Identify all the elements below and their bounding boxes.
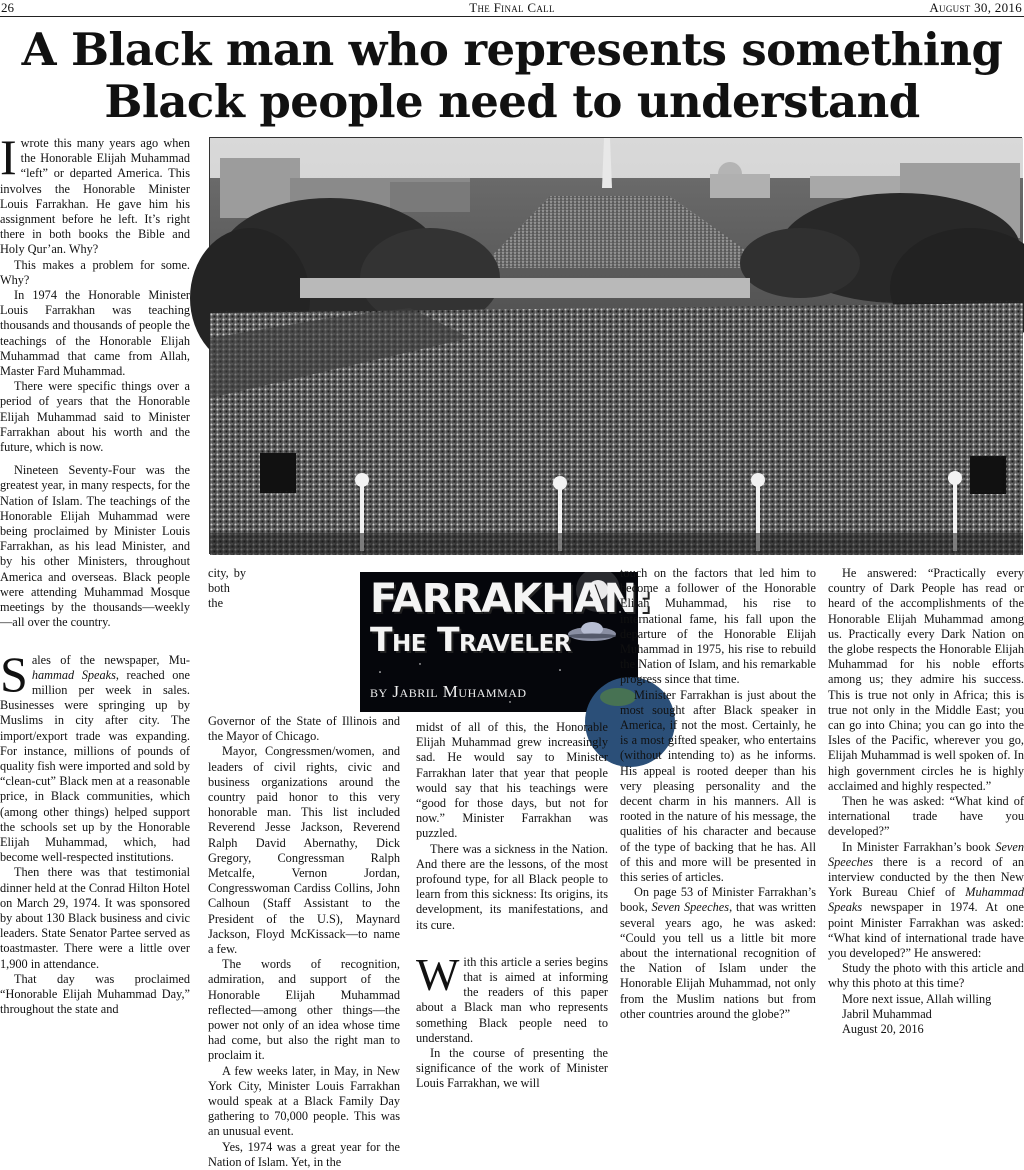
paragraph: In the course of presenting the significance of the work of Minister Louis Farrakhan, we will xyxy=(416,1046,608,1091)
crowd-photo xyxy=(209,137,1022,554)
logo-wrap-space xyxy=(246,566,400,714)
publication-name: The Final Call xyxy=(469,0,555,15)
paragraph: Sales of the newspaper, Mu-hammad Speaks, reached one million per week in sales. Businesses were springing up by Muslims in city after city. The import/export trade was expanding. For instance, millions of pounds of quality fish were imported and sold by “clean-cut” Black men at a reasonable price, in Black communities, which (among other things) helped support the schools set up by the Honorable Elijah Muhammad, which, had become well-respected institutions. xyxy=(0,645,190,865)
drop-cap: W xyxy=(416,948,460,1000)
paragraph: That day was proclaimed “Honorable Elijah Muhammad Day,” throughout the state and xyxy=(0,971,190,1017)
paragraph: Study the photo with this article and why this photo at this time? xyxy=(828,961,1024,991)
paragraph: midst of all of this, the Honorable Elijah Muhammad grew increasingly sad. He would say to Minister Farrakhan later that year that people would say that his teachings were “good for those days, but not for now.” Minister Farrakhan was puzzled. xyxy=(416,720,608,841)
drop-cap: S xyxy=(0,645,28,702)
article-column-1 xyxy=(0,129,190,1108)
signature-block xyxy=(828,992,1024,1038)
author-name: Jabril Muhammad xyxy=(842,1006,932,1021)
paragraph: This makes a problem for some. Why? xyxy=(0,257,190,287)
page-number: 26 xyxy=(1,0,14,15)
paragraph: Then he was asked: “What kind of international trade have you developed?” xyxy=(828,794,1024,839)
issue-date: August 30, 2016 xyxy=(929,0,1022,15)
sign-off: More next issue, Allah willing xyxy=(842,991,992,1006)
paragraph: A few weeks later, in May, in New York City, Minister Louis Farrakhan would speak at a Black Family Day gathering to 70,000 people. This was an unusual event. xyxy=(208,1063,400,1139)
written-date: August 20, 2016 xyxy=(842,1022,924,1037)
paragraph: He answered: “Practically every country of Dark People has read or heard of the accomplishments of the Honorable Elijah Muhammad among us. Practically every Dark Nation on the globe respects the Honorable Elijah Muhammad for his noble efforts among us; they admire his success. This is true not only in Africa; this is true not only in the Middle East; you can go into China; you can go into the Isles of the Pacific, wherever you go, Elijah Muhammad is well spoken of. In high government circles he is highly acclaimed and highly respected.” xyxy=(828,566,1024,793)
paragraph: Yes, 1974 was a great year for the Nation of Islam. Yet, in the xyxy=(208,1139,400,1169)
article-column-3 xyxy=(416,720,608,1108)
headline xyxy=(0,24,1024,128)
paragraph: There was a sickness in the Nation. And there are the lessons, of the most profound type, for all Black people to learn from this sickness: Its origins, its development, its manifestations, and its cure. xyxy=(416,841,608,932)
paragraph: Minister Farrakhan is just about the most sought after Black speaker in America, if not the most. Certainly, he is a most gifted speaker, who entertains (without intending to) as he informs. His appeal is rooted deeper than his very pleasing personality and the decent charm in his manners. All is rooted in the nature of his message, the qualities of his character and because of the type of backing that he has. All of this and more will be presented in this series of articles. xyxy=(620,687,816,885)
paragraph: Nineteen Seventy-Four was the greatest year, in many respects, for the Nation of Islam. The teachings of the Honorable Elijah Muhammad were being proclaimed by Minister Louis Farrakhan, as his lead Minister, and by his other Ministers, throughout America and overseas. Black people were attending Muhammad Mosque meetings by the thousands—weekly—all over the country. xyxy=(0,463,190,630)
drop-cap: I xyxy=(0,129,17,185)
paragraph: The words of recognition, admiration, and support of the Honorable Elijah Muhammad reflected—among other things—the power not only of an idea whose time had come, but also the right man to proclaim it. xyxy=(208,957,400,1063)
column-logo-farrakhan-the-traveler xyxy=(360,572,652,712)
headline-line-2: Black people need to understand xyxy=(104,75,920,128)
headline-line-1: A Black man who represents something xyxy=(21,23,1003,76)
article-column-2 xyxy=(208,566,400,1169)
paragraph: touch on the factors that led him to become a follower of the Honorable Elijah Muhammad, his rise to international fame, his fall upon the departure of the Honorable Elijah Muhammad in 1975, his rise to rebuild the Nation of Islam, and his remarkable progress since that time. xyxy=(620,566,816,687)
column-title-line-2: The Traveler xyxy=(370,620,572,659)
paragraph: Then there was that testimonial dinner held at the Conrad Hilton Hotel on March 29, 1974. It was sponsored by about 130 Black business and civic leaders. State Senator Partee served as toastmaster. There were a little over 1,900 in attendance. xyxy=(0,865,190,971)
paragraph: Iwrote this many years ago when the Honorable Elijah Muhammad “left” or departed America. This involves the Honorable Minister Louis Farrakhan. He gave him his assignment before he left. It’s right there in both books the Bible and Holy Qur’an. Why? xyxy=(0,129,190,257)
paragraph: In 1974 the Honorable Minister Louis Farrakhan was teaching thousands and thousands of people the teachings of the Honorable Elijah Muhammad that came from Allah, Master Fard Muhammad. xyxy=(0,288,190,379)
paragraph: city, by both the Governor of the State of Illinois and the Mayor of Chicago. xyxy=(208,566,400,744)
paragraph: There were specific things over a period of years that the Honorable Elijah Muhammad said to Minister Farrakhan about his worth and the future, which is now. xyxy=(0,379,190,455)
paragraph: With this article a series begins that is aimed at informing the readers of this paper about a Black man who represents something Black people need to understand. xyxy=(416,948,608,1045)
page-folio xyxy=(0,0,1024,17)
paragraph: In Minister Farrakhan’s book Seven Speeches there is a record of an interview conducted by the then New York Bureau Chief of Muhammad Speaks newspaper in 1974. At one point Minister Farrakhan was asked: “What kind of international trade have you developed?” He answered: xyxy=(828,839,1024,961)
column-byline: by Jabril Muhammad xyxy=(370,682,527,701)
column-title-line-1: FARRAKHAN: xyxy=(370,576,652,622)
article-column-5 xyxy=(828,566,1024,1108)
paragraph: On page 53 of Minister Farrakhan’s book, Seven Speeches, that was written several years ago, he was asked: “Could you tell us a little bit more about the international recognition of the Nation of Islam under the Honorable Elijah Muhammad, not only from the Muslim nations but from other countries around the globe?” xyxy=(620,885,816,1021)
article-column-4 xyxy=(620,566,816,1108)
paragraph: Mayor, Congressmen/women, and leaders of civil rights, civic and business organizations around the country paid honor to this very honorable man. This list included Reverend Jesse Jackson, Reverend Ralph David Abernathy, Dick Gregory, Congressman Ralph Metcalfe, Vernon Jordan, Congresswoman Cardiss Collins, John Calhoun (Staff Assistant to the President of the U.S), Maynard Jackson, Floyd McKissack—to name a few. xyxy=(208,744,400,957)
